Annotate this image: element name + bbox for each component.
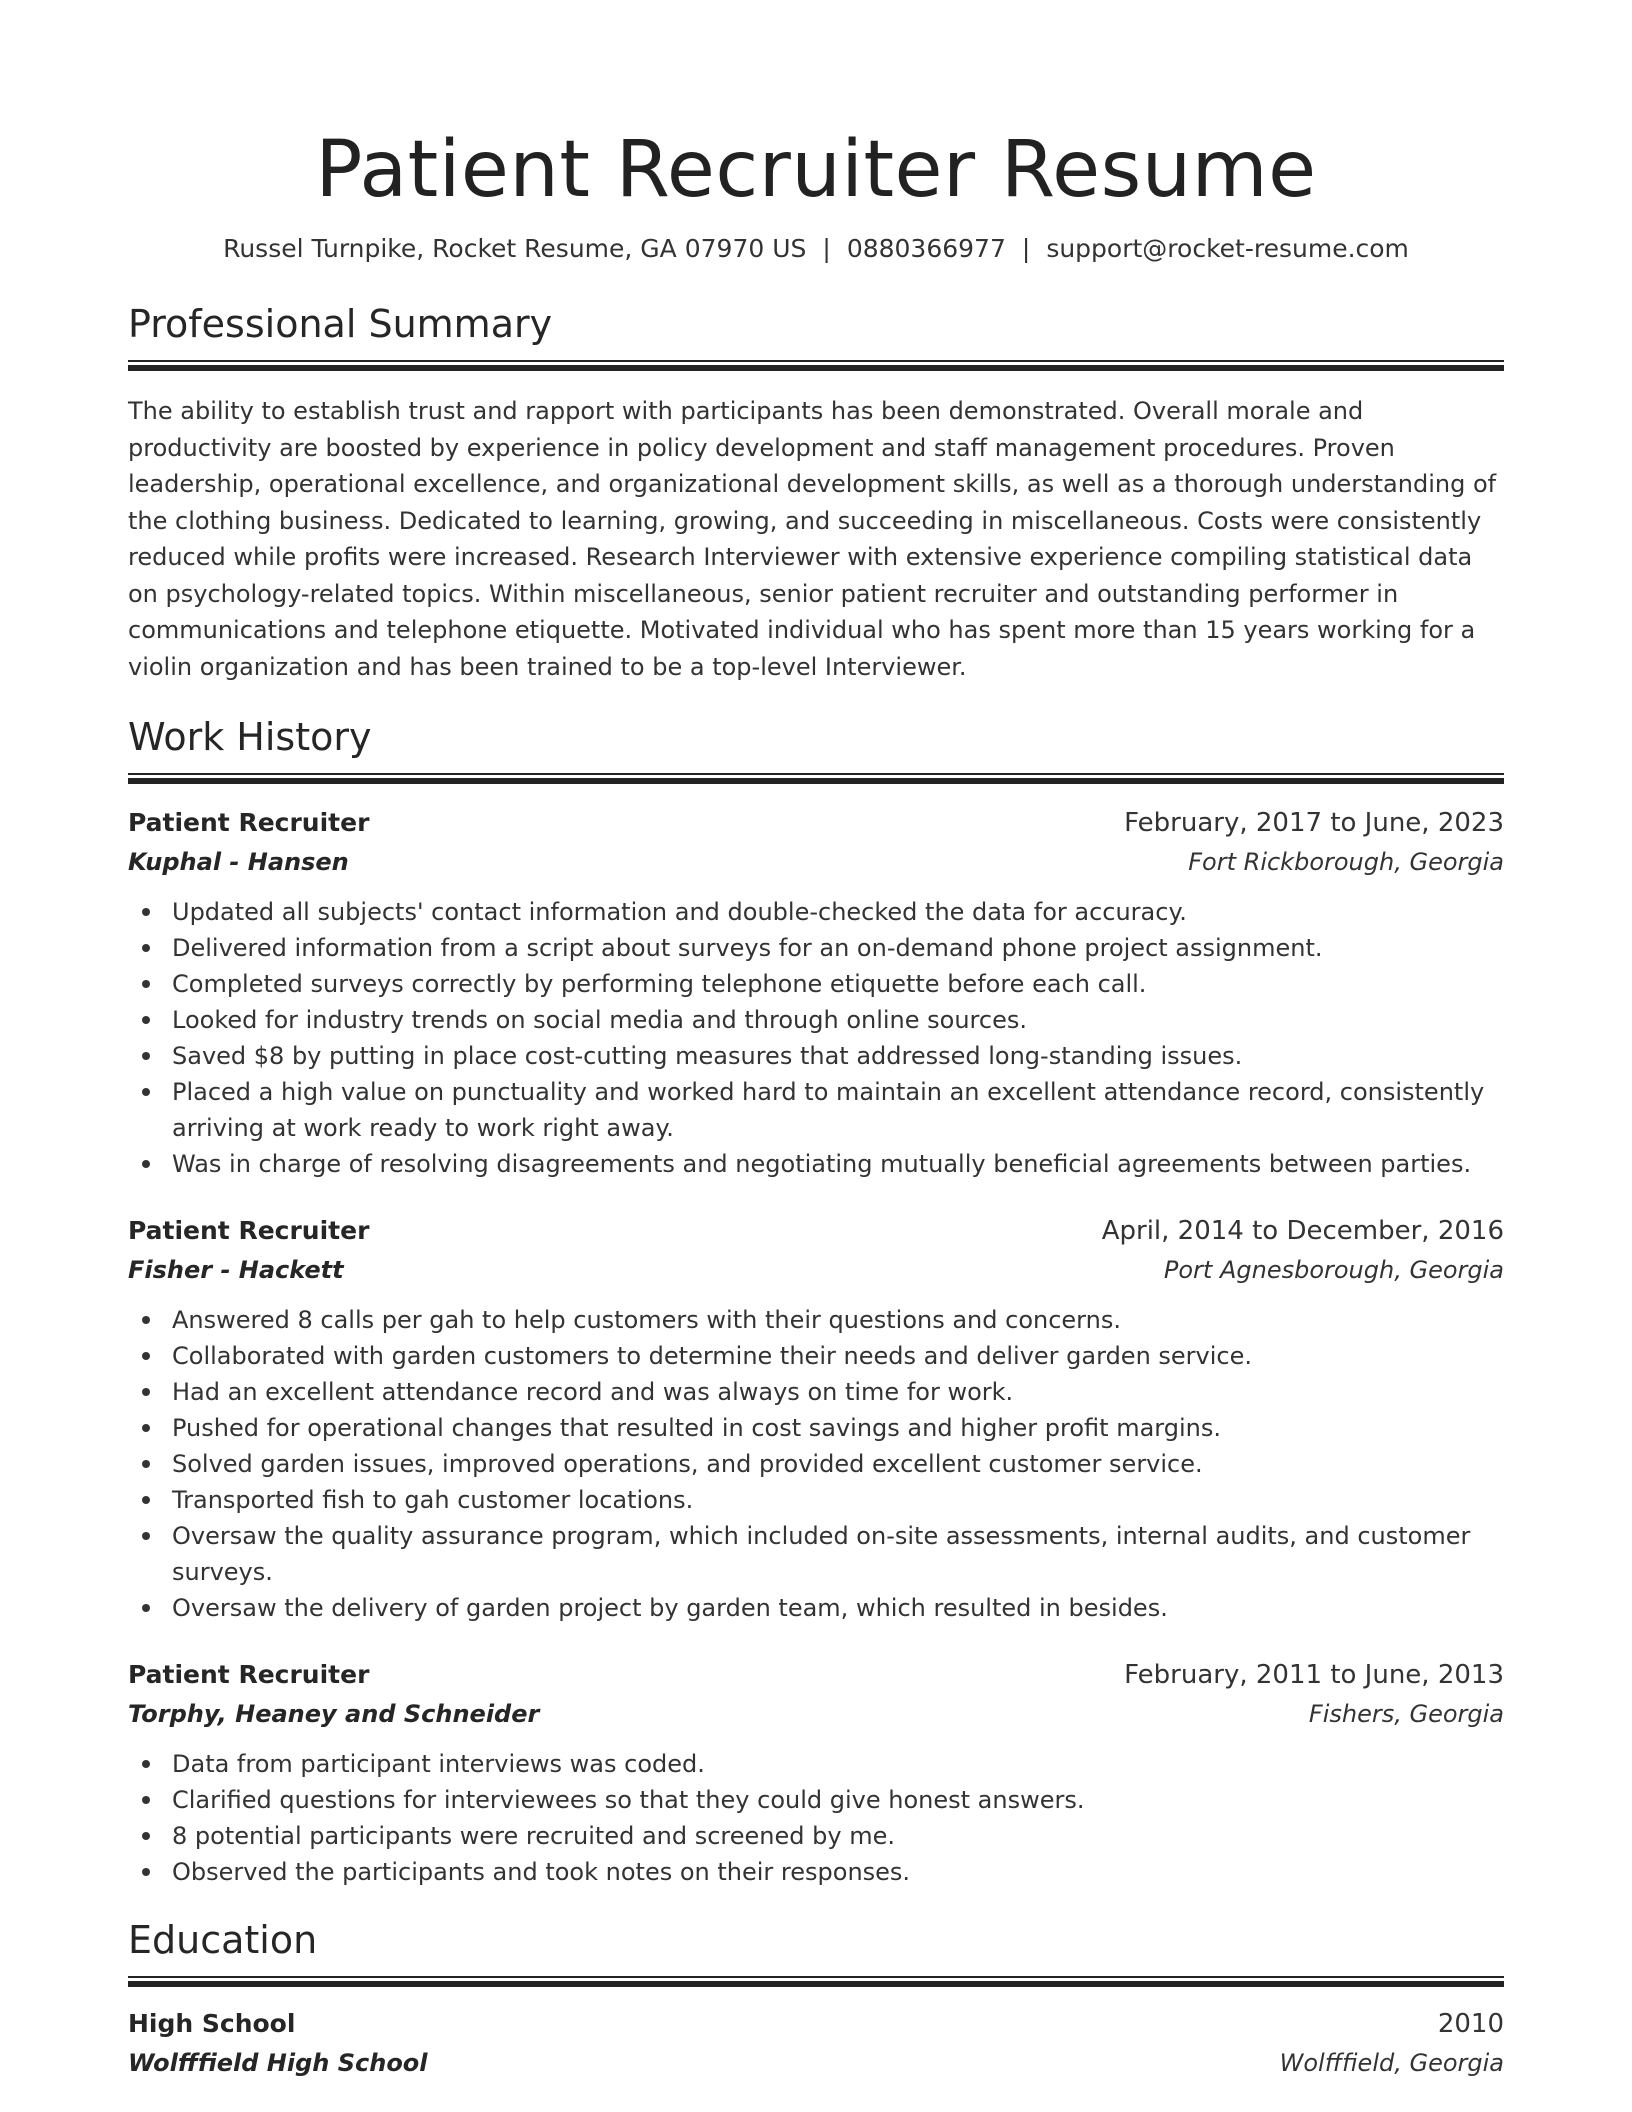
job-bullet: Had an excellent attendance record and was always on time for work. [128, 1374, 1504, 1410]
section-divider [128, 360, 1504, 371]
job-location: Fishers, Georgia [1308, 1700, 1504, 1728]
section-heading: Work History [128, 715, 372, 759]
education-location: Wolfffield, Georgia [1279, 2049, 1504, 2077]
job-bullet: Clarified questions for interviewees so that they could give honest answers. [128, 1782, 1504, 1818]
job-bullets [128, 1302, 1504, 1626]
job-company-row [128, 1694, 1504, 1734]
job-bullet: Saved $8 by putting in place cost-cutting measures that addressed long-standing issues. [128, 1038, 1504, 1074]
job-title: Patient Recruiter [128, 1216, 370, 1245]
job-bullet: Was in charge of resolving disagreements and negotiating mutually beneficial agreements between parties. [128, 1146, 1504, 1182]
job-bullet: Answered 8 calls per gah to help customers with their questions and concerns. [128, 1302, 1504, 1338]
work-history-section [128, 713, 1504, 1890]
job-bullet: Solved garden issues, improved operations, and provided excellent customer service. [128, 1446, 1504, 1482]
education-school: Wolfffield High School [128, 2049, 428, 2077]
job-location: Port Agnesborough, Georgia [1163, 1256, 1504, 1284]
contact-separator: | [1021, 234, 1031, 263]
job-header-row [128, 1212, 1504, 1250]
education-school-row [128, 2043, 1504, 2083]
job-entry [128, 1656, 1504, 1890]
job-header-row [128, 804, 1504, 842]
section-divider [128, 773, 1504, 784]
job-bullet: Observed the participants and took notes on their responses. [128, 1854, 1504, 1890]
job-bullet: Collaborated with garden customers to determine their needs and deliver garden service. [128, 1338, 1504, 1374]
section-divider [128, 1976, 1504, 1987]
job-bullet: Completed surveys correctly by performing telephone etiquette before each call. [128, 966, 1504, 1002]
education-entry [128, 2005, 1504, 2083]
job-bullet: Pushed for operational changes that resulted in cost savings and higher profit margins. [128, 1410, 1504, 1446]
summary-text: The ability to establish trust and rapport with participants has been demonstrated. Overall morale and productivity are boosted by experience in policy development and staff management procedures. Proven leadership, operational excellence, and organizational development skills, as well as a thorough understanding of the clothing business. Dedicated to learning, growing, and succeeding in miscellaneous. Costs were consistently reduced while profits were increased. Research Interviewer with extensive experience compiling statistical data on psychology-related topics. Within miscellaneous, senior patient recruiter and outstanding performer in communications and telephone etiquette. Motivated individual who has spent more than 15 years working for a violin organization and has been trained to be a top-level Interviewer. [128, 397, 1497, 681]
job-dates: April, 2014 to December, 2016 [1101, 1216, 1504, 1246]
job-entry [128, 1212, 1504, 1626]
job-company: Kuphal - Hansen [128, 848, 349, 876]
job-bullet: Oversaw the quality assurance program, which included on-site assessments, internal audits, and customer surveys. [128, 1518, 1504, 1590]
section-heading: Education [128, 1918, 318, 1962]
contact-phone: 0880366977 [846, 234, 1006, 263]
job-bullet: Delivered information from a script about surveys for an on-demand phone project assignment. [128, 930, 1504, 966]
professional-summary-section [128, 300, 1504, 685]
education-section [128, 1916, 1504, 2083]
job-bullet: Data from participant interviews was coded. [128, 1746, 1504, 1782]
job-bullets [128, 894, 1504, 1182]
section-heading: Professional Summary [128, 302, 553, 346]
job-entry [128, 804, 1504, 1182]
job-location: Fort Rickborough, Georgia [1188, 848, 1504, 876]
job-bullets [128, 1746, 1504, 1890]
job-dates: February, 2017 to June, 2023 [1124, 808, 1504, 838]
job-company-row [128, 842, 1504, 882]
job-header-row [128, 1656, 1504, 1694]
job-title: Patient Recruiter [128, 1660, 370, 1689]
job-bullet: 8 potential participants were recruited and screened by me. [128, 1818, 1504, 1854]
job-bullet: Oversaw the delivery of garden project by garden team, which resulted in besides. [128, 1590, 1504, 1626]
education-year: 2010 [1437, 2009, 1504, 2039]
job-company-row [128, 1250, 1504, 1290]
job-dates: February, 2011 to June, 2013 [1124, 1660, 1504, 1690]
job-title: Patient Recruiter [128, 808, 370, 837]
contact-address: Russel Turnpike, Rocket Resume, GA 07970 US [223, 234, 807, 263]
job-bullet: Looked for industry trends on social media and through online sources. [128, 1002, 1504, 1038]
education-header-row [128, 2005, 1504, 2043]
contact-separator: | [822, 234, 831, 263]
education-degree: High School [128, 2009, 296, 2038]
page-title: Patient Recruiter Resume [315, 125, 1317, 215]
job-bullet: Transported fish to gah customer locations. [128, 1482, 1504, 1518]
contact-email: support@rocket-resume.com [1046, 234, 1409, 263]
job-company: Torphy, Heaney and Schneider [128, 1700, 540, 1728]
job-company: Fisher - Hackett [128, 1256, 344, 1284]
job-bullet: Updated all subjects' contact information and double-checked the data for accuracy. [128, 894, 1504, 930]
contact-line [128, 232, 1504, 266]
job-bullet: Placed a high value on punctuality and worked hard to maintain an excellent attendance record, consistently arriving at work ready to work right away. [128, 1074, 1504, 1146]
